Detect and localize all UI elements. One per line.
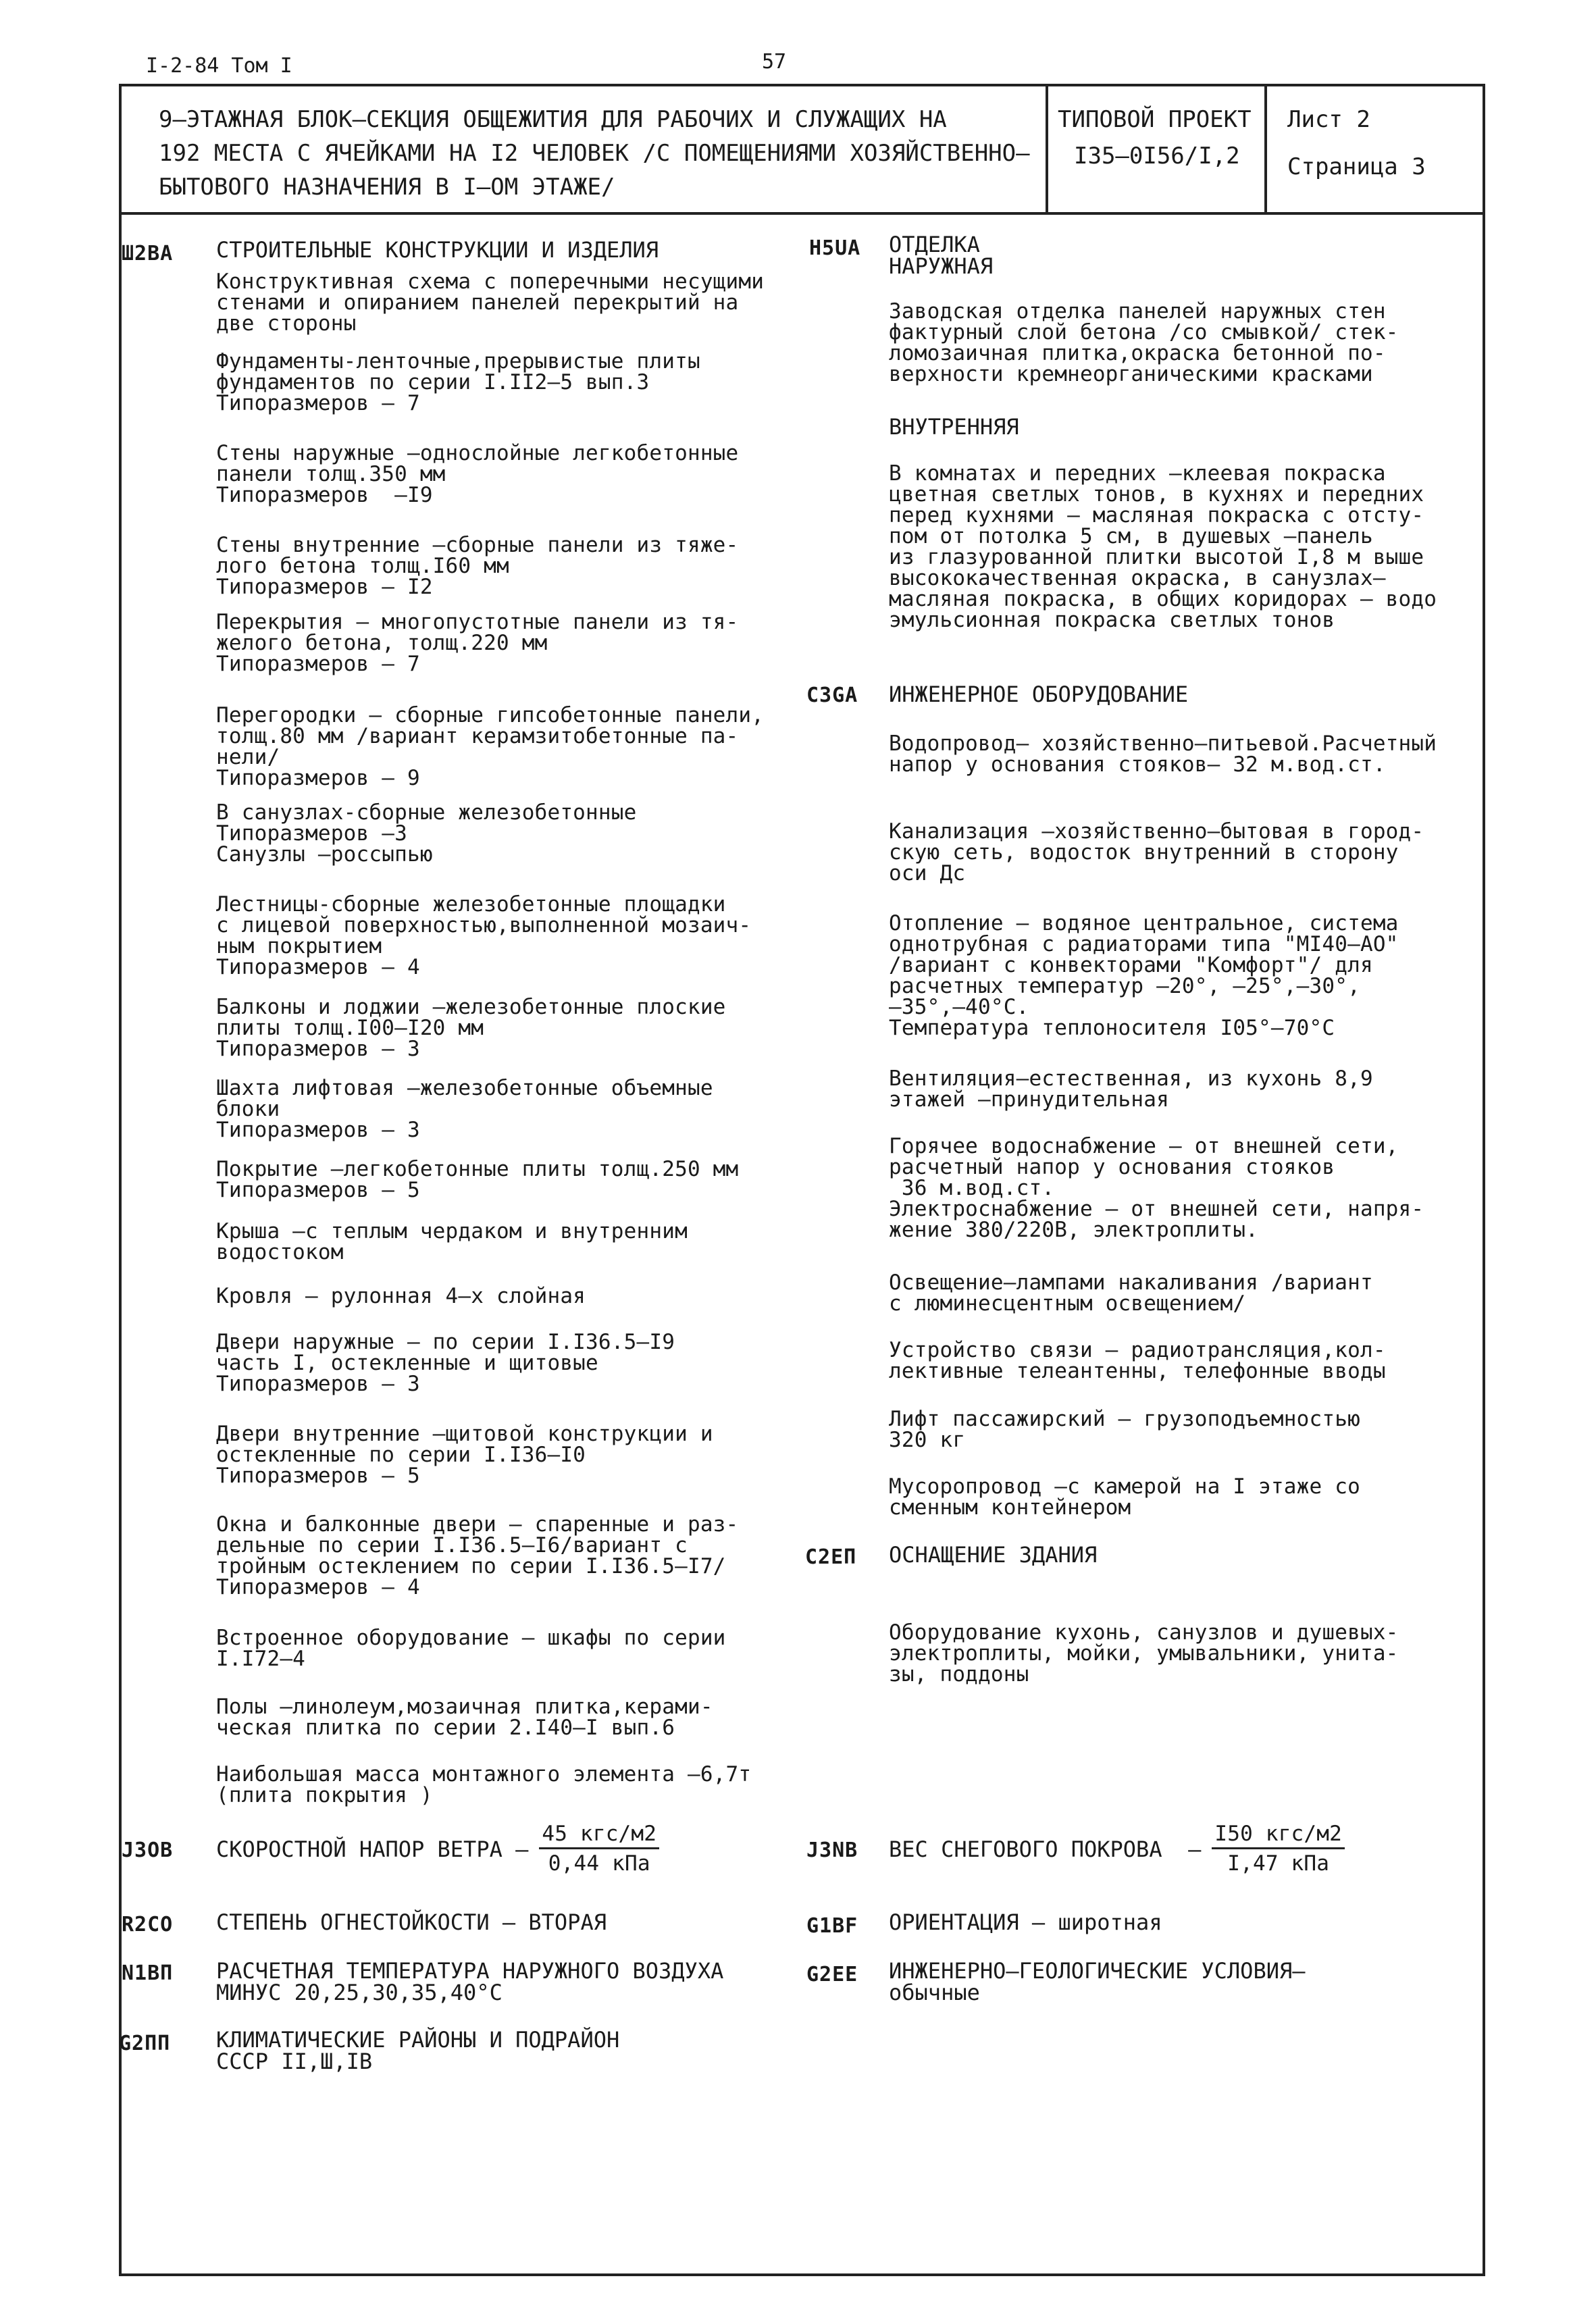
snow-numerator: I50 кгс/м2 [1212, 1824, 1345, 1849]
page-number: 57 [762, 50, 787, 74]
snow-load [889, 1824, 1345, 1874]
header-divider [122, 212, 1483, 215]
section-title-engineering: ИНЖЕНЕРНОЕ ОБОРУДОВАНИЕ [889, 682, 1189, 707]
snow-code: J3NВ [806, 1839, 858, 1862]
structural-scheme: Конструктивная схема с поперечными несущими стенами и опиранием панелей перекрытий на две стороны [216, 269, 765, 336]
fire-resistance: СТЕПЕНЬ ОГНЕСТОЙКОСТИ – ВТОРАЯ [216, 1909, 607, 1935]
external-doors: Двери наружные – по серии I.I36.5–I9 часть I, остекленные и щитовые Типоразмеров – 3 [216, 1330, 675, 1396]
stairs: Лестницы-сборные железобетонные площадки с лицевой поверхностью,выполненной мозаич- ным покрытием Типоразмеров – 4 [216, 892, 752, 979]
orientation: ОРИЕНТАЦИЯ – широтная [889, 1909, 1162, 1935]
foundations: Фундаменты-ленточные,прерывистые плиты фундаментов по серии I.II2–5 вып.3 Типоразмеров – 7 [216, 349, 700, 415]
wind-denominator: 0,44 кПа [548, 1851, 650, 1876]
subsection-title-internal: ВНУТРЕННЯЯ [889, 414, 1019, 440]
building-equipment: Оборудование кухонь, санузлов и душевых- электроплиты, мойки, умывальники, унита- зы, поддоны [889, 1620, 1399, 1687]
wind-code: J3ОВ [122, 1839, 174, 1862]
snow-fraction [1212, 1824, 1345, 1874]
temperature-code: N1ВП [122, 1961, 174, 1985]
geology: ИНЖЕНЕРНО–ГЕОЛОГИЧЕСКИЕ УСЛОВИЯ– обычные [889, 1958, 1306, 2005]
bathrooms: В санузлах-сборные железобетонные Типоразмеров –3 Санузлы –россыпью [216, 800, 637, 867]
orientation-code: G1ВF [806, 1914, 858, 1938]
section-code-structures: Ш2ВА [122, 242, 174, 265]
section-code-finishing: Н5UА [809, 236, 861, 260]
page-label: Страница 3 [1287, 153, 1426, 180]
roofing: Кровля – рулонная 4–х слойная [216, 1284, 586, 1308]
elevator-shaft: Шахта лифтовая –железобетонные объемные блоки Типоразмеров – 3 [216, 1076, 713, 1142]
fire-code: R2СО [122, 1913, 174, 1936]
heating: Отопление – водяное центральное, система однотрубная с радиаторами типа "МI40–АО" /вариант с конвекторами "Комфорт"/ для расчетных температур –20°, –25°,–30°, –35°,–40°С. Температура теплоносителя I05°–70°С [889, 911, 1399, 1040]
project-label: ТИПОВОЙ ПРОЕКТ [1058, 106, 1252, 133]
project-number: I35–0I56/I,2 [1074, 143, 1240, 170]
garbage-chute: Мусоропровод –с камерой на I этаже со сменным контейнером [889, 1474, 1360, 1520]
external-finishing: Заводская отделка панелей наружных стен фактурный слой бетона /со смывкой/ стек- ломозаичная плитка,окраска бетонной по- верхности кремнеорганическими красками [889, 299, 1399, 386]
water-supply: Водопровод– хозяйственно–питьевой.Расчетный напор у основания стояков– 32 м.вод.ст. [889, 731, 1437, 777]
elevator: Лифт пассажирский – грузоподъемностью 320 кг [889, 1407, 1360, 1452]
wind-fraction [539, 1824, 659, 1874]
max-element-mass: Наибольшая масса монтажного элемента –6,7т (плита покрытия ) [216, 1762, 752, 1807]
balconies: Балконы и лоджии –железобетонные плоские плиты толщ.I00–I20 мм Типоразмеров – 3 [216, 995, 726, 1061]
header-col-divider-2 [1264, 86, 1267, 212]
ventilation: Вентиляция–естественная, из кухонь 8,9 этажей –принудительная [889, 1066, 1373, 1112]
floor-slabs: Перекрытия – многопустотные панели из тя- желого бетона, толщ.220 мм Типоразмеров – 7 [216, 610, 739, 676]
wind-label: СКОРОСТНОЙ НАПОР ВЕТРА – [216, 1836, 529, 1862]
roof: Крыша –с теплым чердаком и внутренним водостоком [216, 1219, 688, 1264]
section-code-engineering: С3GА [806, 684, 858, 707]
internal-walls: Стены внутренние –сборные панели из тяже- лого бетона толщ.I60 мм Типоразмеров – I2 [216, 533, 739, 599]
section-title-structures: СТРОИТЕЛЬНЫЕ КОНСТРУКЦИИ И ИЗДЕЛИЯ [216, 237, 659, 263]
geology-code: G2ЕЕ [806, 1963, 858, 1986]
roof-slabs: Покрытие –легкобетонные плиты толщ.250 мм Типоразмеров – 5 [216, 1157, 739, 1202]
built-in-equipment: Встроенное оборудование – шкафы по серии I.I72–4 [216, 1626, 726, 1671]
section-title-finishing: ОТДЕЛКА НАРУЖНАЯ [889, 232, 994, 279]
design-temperature: РАСЧЕТНАЯ ТЕМПЕРАТУРА НАРУЖНОГО ВОЗДУХА МИНУС 20,25,30,35,40°С [216, 1958, 724, 2005]
snow-denominator: I,47 кПа [1227, 1851, 1330, 1876]
header-col-divider-1 [1046, 86, 1048, 212]
climate-regions: КЛИМАТИЧЕСКИЕ РАЙОНЫ И ПОДРАЙОН СССР II,Ш,IВ [216, 2027, 620, 2074]
sheet-number: Лист 2 [1287, 106, 1370, 133]
wind-pressure [216, 1824, 659, 1874]
internal-doors: Двери внутренние –щитовой конструкции и остекленные по серии I.I36–I0 Типоразмеров – 5 [216, 1422, 713, 1488]
snow-label: ВЕС СНЕГОВОГО ПОКРОВА – [889, 1836, 1202, 1862]
lighting: Освещение–лампами накаливания /вариант с люминесцентным освещением/ [889, 1270, 1373, 1316]
hot-water-and-power: Горячее водоснабжение – от внешней сети, расчетный напор у основания стояков 36 м.вод.ст. Электроснабжение – от внешней сети, напря- жение 380/220В, электроплиты. [889, 1134, 1424, 1242]
internal-finishing: В комнатах и передних –клеевая покраска цветная светлых тонов, в кухнях и передних перед кухнями – масляная покраска с отсту- пом от потолка 5 см, в душевых –панель из глазурованной плитки высотой I,8 м выше высококачественная окраска, в санузлах– масляная покраска, в общих коридорах – водо эмульсионная покраска светлых тонов [889, 461, 1437, 632]
series-reference: I-2-84 Том I [146, 54, 292, 78]
floors: Полы –линолеум,мозаичная плитка,керами- ческая плитка по серии 2.I40–I вып.6 [216, 1695, 713, 1740]
section-title-equipment: ОСНАЩЕНИЕ ЗДАНИЯ [889, 1542, 1098, 1568]
document-title: 9–ЭТАЖНАЯ БЛОК–СЕКЦИЯ ОБЩЕЖИТИЯ ДЛЯ РАБОЧИХ И СЛУЖАЩИХ НА 192 МЕСТА С ЯЧЕЙКАМИ НА I2 ЧЕЛОВЕК /С ПОМЕЩЕНИЯМИ ХОЗЯЙСТВЕННО– БЫТОВОГО НАЗНАЧЕНИЯ В I–ОМ ЭТАЖЕ/ [159, 106, 1030, 201]
windows: Окна и балконные двери – спаренные и раз- дельные по серии I.I36.5–I6/вариант с тройным остеклением по серии I.I36.5–I7/ Типоразмеров – 4 [216, 1512, 739, 1599]
partitions: Перегородки – сборные гипсобетонные панели, толщ.80 мм /вариант керамзитобетонные па- нели/ Типоразмеров – 9 [216, 703, 765, 790]
wind-numerator: 45 кгс/м2 [539, 1824, 659, 1849]
section-code-equipment: С2ЕП [805, 1545, 857, 1569]
external-walls: Стены наружные –однослойные легкобетонные панели толщ.350 мм Типоразмеров –I9 [216, 441, 739, 507]
climate-code: G2ПП [119, 2032, 171, 2055]
sewerage: Канализация –хозяйственно–бытовая в город- скую сеть, водосток внутренний в сторону оси Дс [889, 819, 1424, 885]
communications: Устройство связи – радиотрансляция,кол- лективные телеантенны, телефонные вводы [889, 1338, 1386, 1383]
